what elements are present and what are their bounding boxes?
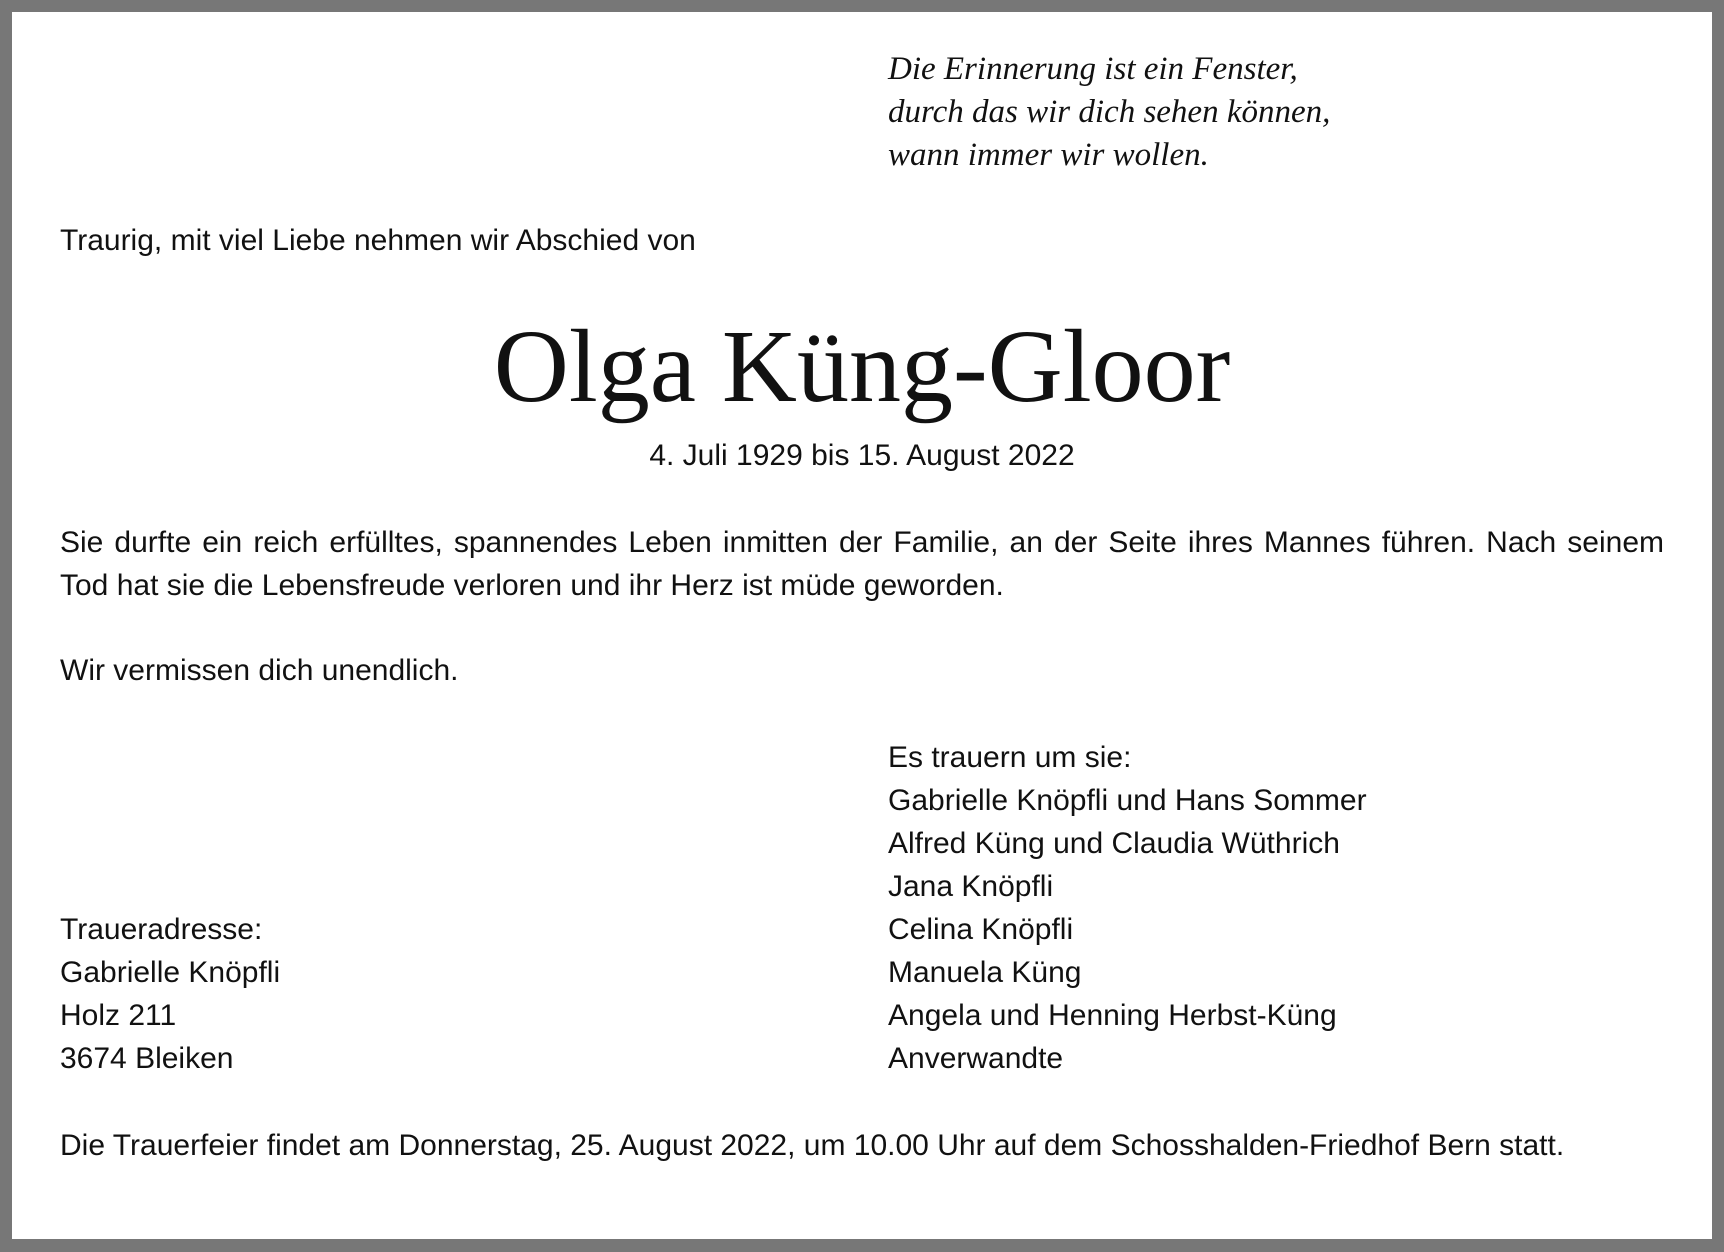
- life-paragraph: Sie durfte ein reich erfülltes, spannendes Leben inmitten der Familie, an der Seite ihres Mannes führen. Nach seinem Tod hat sie die Lebensfreude verloren und ihr Herz ist müde geworden.: [60, 526, 1664, 602]
- mourner: Angela und Henning Herbst-Küng: [888, 999, 1337, 1032]
- mourners-heading: Es trauern um sie:: [888, 741, 1132, 774]
- intro-text: Traurig, mit viel Liebe nehmen wir Abschied von: [60, 224, 696, 257]
- deceased-name: Olga Küng-Gloor: [493, 309, 1231, 424]
- quote-line: Die Erinnerung ist ein Fenster,: [888, 51, 1298, 87]
- miss-text: Wir vermissen dich unendlich.: [60, 654, 459, 687]
- quote-line: durch das wir dich sehen können,: [888, 94, 1331, 130]
- mourner: Celina Knöpfli: [888, 913, 1074, 946]
- mourner: Alfred Küng und Claudia Wüthrich: [888, 827, 1340, 860]
- address-heading: Traueradresse:: [60, 913, 263, 946]
- address-line: 3674 Bleiken: [60, 1042, 234, 1075]
- mourning-address: [60, 908, 280, 1080]
- mourners-list: [888, 736, 1367, 1080]
- quote-line: wann immer wir wollen.: [888, 137, 1209, 173]
- mourner: Gabrielle Knöpfli und Hans Sommer: [888, 784, 1367, 817]
- mourner: Manuela Küng: [888, 956, 1082, 989]
- obituary-page: [12, 12, 1712, 1239]
- mourner: Anverwandte: [888, 1042, 1064, 1075]
- address-line: Gabrielle Knöpfli: [60, 956, 281, 989]
- life-dates: 4. Juli 1929 bis 15. August 2022: [649, 439, 1075, 472]
- memorial-quote: [888, 48, 1330, 177]
- address-line: Holz 211: [60, 999, 177, 1032]
- ceremony-info: Die Trauerfeier findet am Donnerstag, 25. August 2022, um 10.00 Uhr auf dem Schosshalden-Friedhof Bern statt.: [60, 1129, 1565, 1162]
- mourner: Jana Knöpfli: [888, 870, 1054, 903]
